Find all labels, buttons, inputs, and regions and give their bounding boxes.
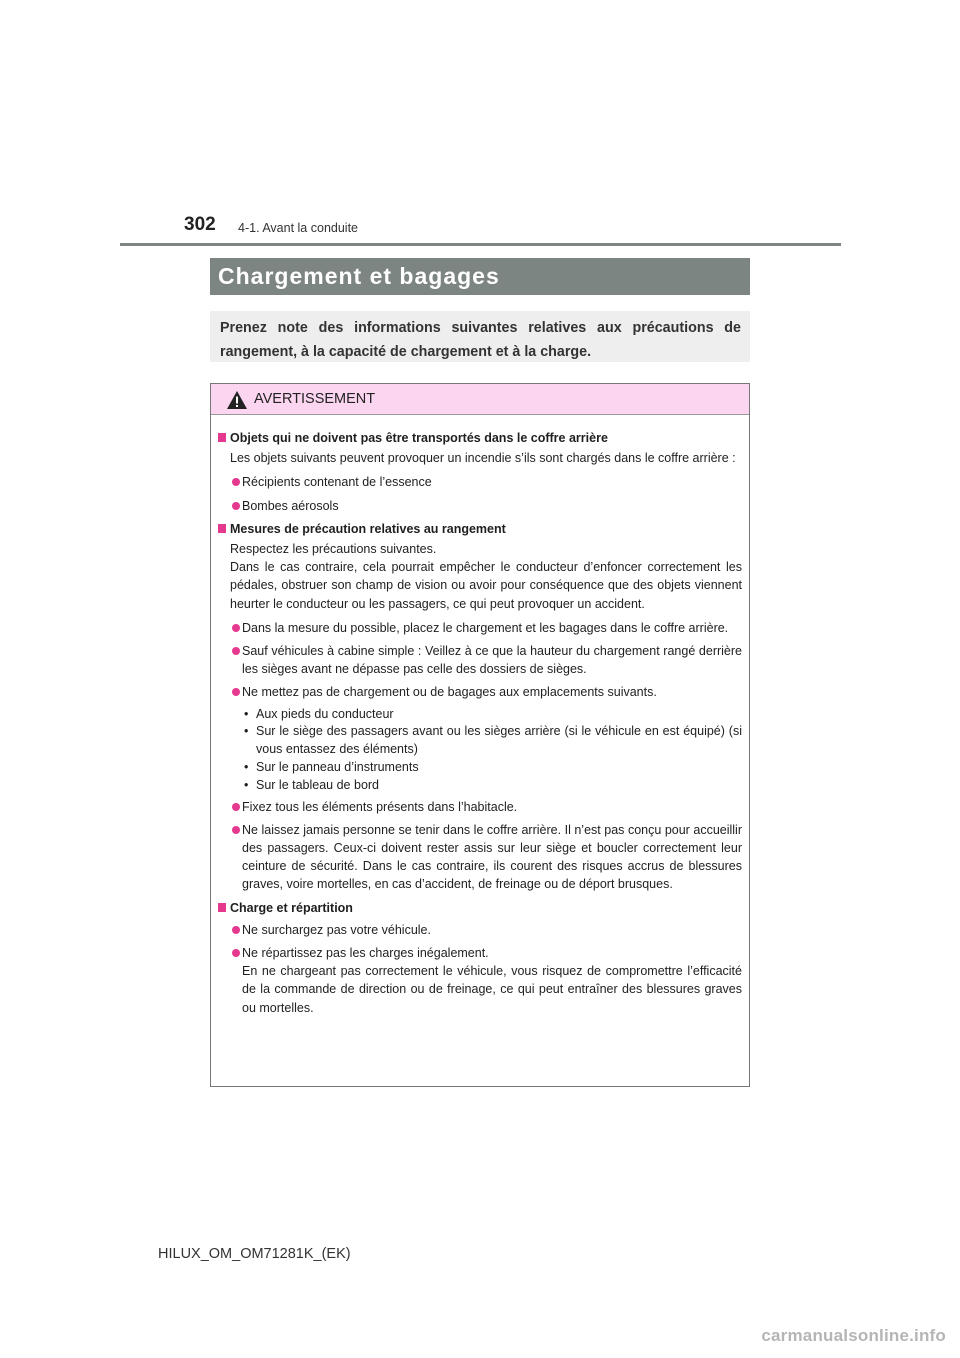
section-text: Les objets suivants peuvent provoquer un incendie s’ils sont chargés dans le coffre arrière :: [230, 451, 736, 466]
sub-item-text: Sur le siège des passagers avant ou les sièges arrière (si le véhicule en est équipé) (si vous entassez des éléments): [256, 724, 742, 757]
section-heading: [218, 899, 742, 917]
section-heading: [218, 429, 742, 447]
round-bullet-icon: [232, 949, 240, 957]
sub-list-item: [218, 723, 742, 759]
section-heading-text: Objets qui ne doivent pas être transportés dans le coffre arrière: [230, 431, 608, 445]
round-bullet-icon: [232, 803, 240, 811]
intro-box: Prenez note des informations suivantes relatives aux précautions de rangement, à la capacité de chargement et à la charge.: [210, 311, 750, 362]
page-title: Chargement et bagages: [218, 263, 500, 289]
bullet-item: [218, 798, 742, 816]
square-bullet-icon: [218, 524, 226, 533]
sub-bullet: •: [244, 706, 249, 721]
bullet-item: [218, 921, 742, 939]
bullet-item: [218, 944, 742, 1017]
round-bullet-icon: [232, 647, 240, 655]
warning-box: [210, 383, 750, 1087]
sub-item-text: Sur le panneau d’instruments: [256, 760, 419, 775]
bullet-text: Ne surchargez pas votre véhicule.: [242, 922, 431, 937]
sub-bullet: •: [244, 760, 249, 775]
bullet-detail-text: En ne chargeant pas correctement le véhicule, vous risquez de compromettre l’efficacité de la commande de direction ou de freinage, ce qui peut entraîner des blessures graves ou mortelles.: [242, 964, 742, 1015]
warning-header: [211, 384, 749, 415]
bullet-text: Bombes aérosols: [242, 498, 339, 513]
sub-item-text: Aux pieds du conducteur: [256, 706, 394, 721]
round-bullet-icon: [232, 502, 240, 510]
header-divider: [120, 243, 841, 246]
bullet-item: [218, 642, 742, 678]
sub-item-text: Sur le tableau de bord: [256, 777, 380, 792]
round-bullet-icon: [232, 826, 240, 834]
bullet-text: Fixez tous les éléments présents dans l’habitacle.: [242, 799, 518, 814]
bullet-text: Ne répartissez pas les charges inégalement.: [242, 946, 489, 961]
round-bullet-icon: [232, 478, 240, 486]
sub-bullet: •: [244, 777, 249, 792]
bullet-item: [218, 619, 742, 637]
square-bullet-icon: [218, 903, 226, 912]
round-bullet-icon: [232, 926, 240, 934]
section-text: Respectez les précautions suivantes.: [230, 542, 437, 557]
sub-list-item: [218, 759, 742, 777]
sub-bullet: •: [244, 724, 249, 739]
round-bullet-icon: [232, 624, 240, 632]
section-heading: [218, 520, 742, 538]
section-heading-text: Mesures de précaution relatives au rangement: [230, 521, 506, 536]
bullet-item: [218, 497, 742, 515]
section-text: Dans le cas contraire, cela pourrait empêcher le conducteur d’enfoncer correctement les pédales, obstruer son champ de vision ou avoir pour conséquence que des objets viennent heurter le conducteur ou les passagers, ce qui peut provoquer un accident.: [230, 560, 742, 611]
page-number: 302: [184, 214, 216, 235]
bullet-item: [218, 473, 742, 491]
bullet-item: [218, 683, 742, 701]
warning-section: [218, 429, 742, 515]
bullet-item: [218, 821, 742, 894]
warning-body: [211, 415, 749, 1017]
warning-section: [218, 899, 742, 1017]
document-code: HILUX_OM_OM71281K_(EK): [158, 1246, 351, 1262]
warning-label: AVERTISSEMENT: [254, 391, 376, 407]
round-bullet-icon: [232, 688, 240, 696]
warning-section: [218, 520, 742, 894]
square-bullet-icon: [218, 433, 226, 442]
section-heading-text: Charge et répartition: [230, 900, 353, 915]
section-label: 4-1. Avant la conduite: [238, 221, 358, 235]
sub-list-item: [218, 706, 742, 724]
bullet-text: Récipients contenant de l’essence: [242, 475, 432, 490]
warning-icon: [226, 390, 248, 410]
title-bar: [210, 258, 750, 295]
sub-list-item: [218, 777, 742, 795]
sub-list: [218, 706, 742, 795]
watermark: carmanualsonline.info: [761, 1326, 946, 1345]
bullet-text: Dans la mesure du possible, placez le chargement et les bagages dans le coffre arrière.: [242, 620, 729, 635]
bullet-text: Ne laissez jamais personne se tenir dans le coffre arrière. Il n’est pas conçu pour accueillir des passagers. Ceux-ci doivent rester assis sur leur siège et boucler correctement leur ceinture de sécurité. Dans le cas contraire, ils courent des risques accrus de blessures graves, voire mortelles, en cas d’accident, de freinage ou de déport brusques.: [242, 822, 742, 892]
bullet-text: Ne mettez pas de chargement ou de bagages aux emplacements suivants.: [242, 685, 657, 700]
bullet-text: Sauf véhicules à cabine simple : Veillez à ce que la hauteur du chargement rangé derrière les sièges avant ne dépasse pas celle des dossiers de sièges.: [242, 644, 742, 677]
